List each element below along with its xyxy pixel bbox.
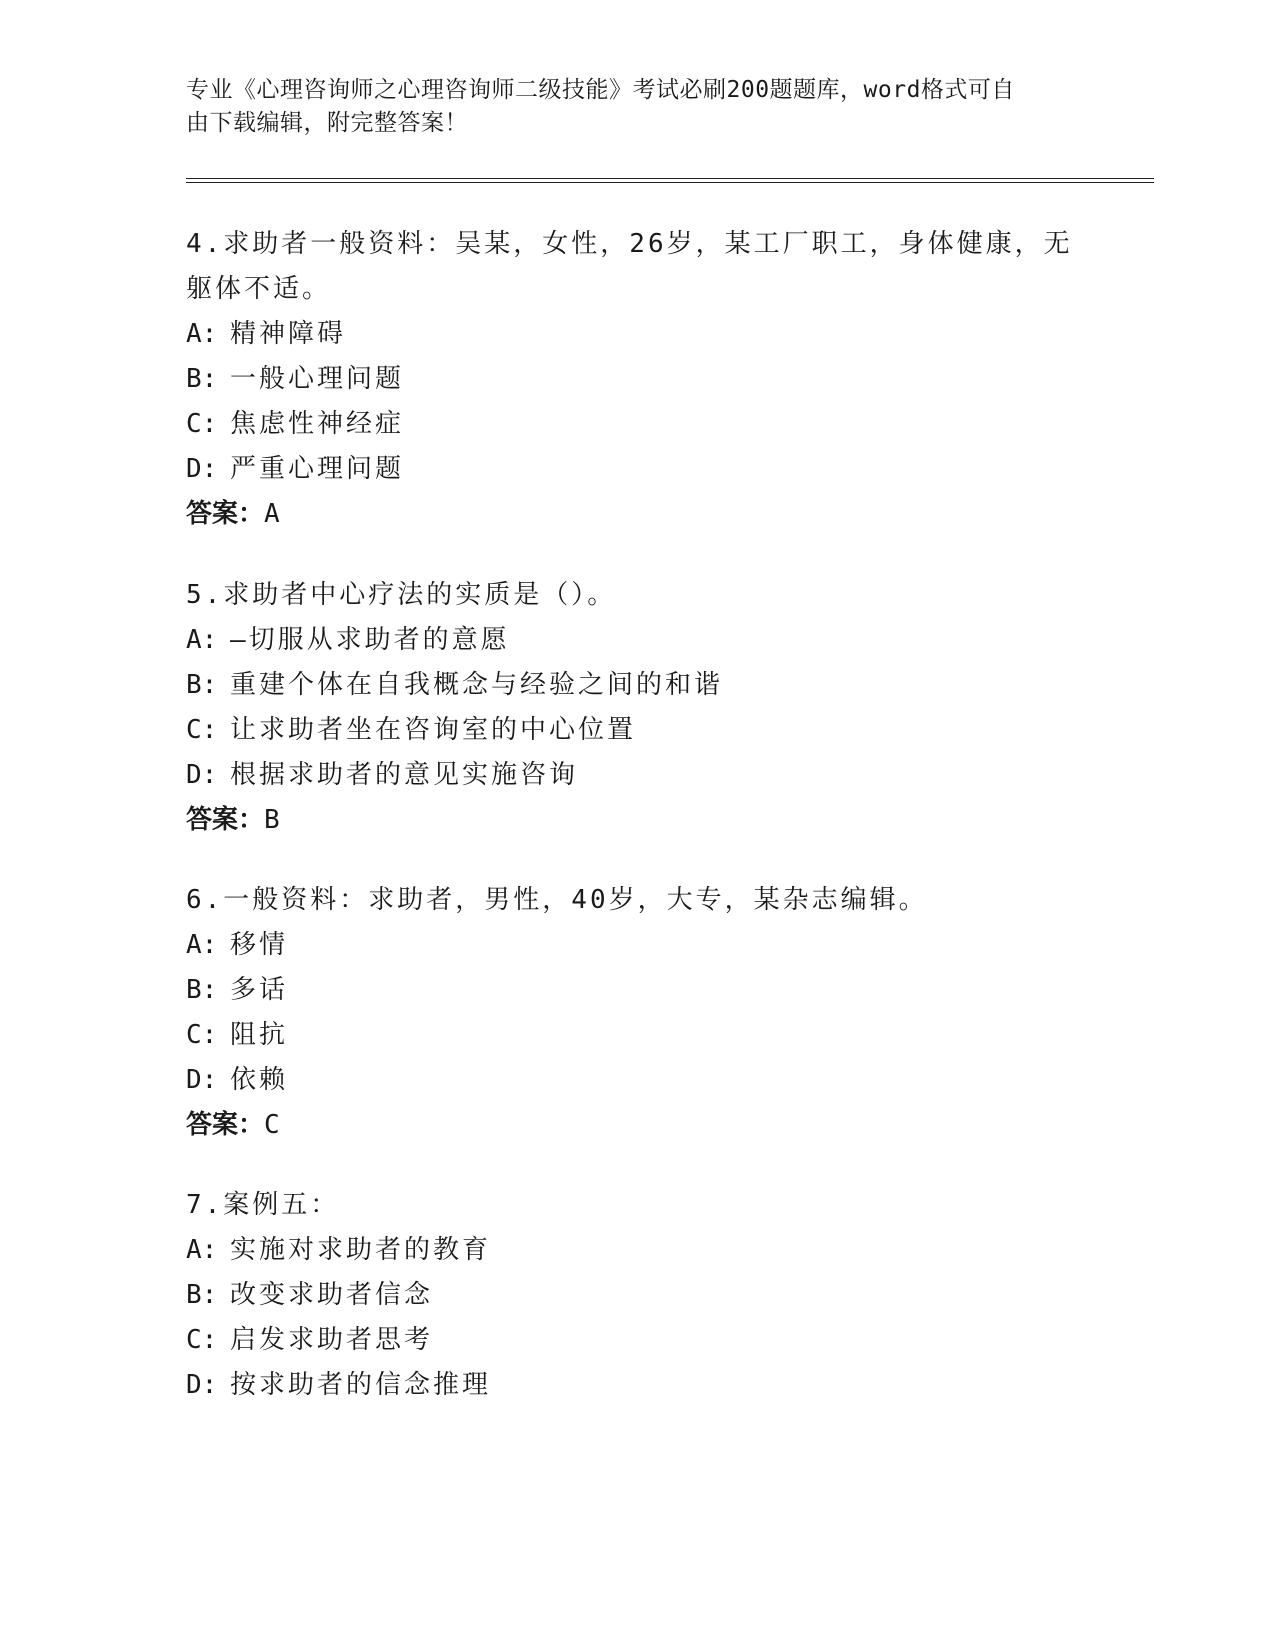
answer-value: B: [264, 805, 280, 835]
answer-value: A: [264, 499, 280, 529]
question-4: [186, 222, 1086, 537]
answer-line: [186, 798, 1086, 843]
option-letter: C:: [186, 1325, 218, 1355]
option-text: 移情: [230, 930, 289, 960]
option-text: 阻抗: [230, 1020, 289, 1050]
option-letter: A:: [186, 625, 218, 655]
option-letter: D:: [186, 454, 218, 484]
option-d: [186, 753, 1086, 798]
header-line-2: 由下载编辑，附完整答案！: [186, 110, 468, 136]
answer-value: C: [264, 1110, 280, 1140]
option-letter: A:: [186, 1235, 218, 1265]
option-c: [186, 1013, 1086, 1058]
option-text: 按求助者的信念推理: [230, 1370, 492, 1400]
option-letter: C:: [186, 715, 218, 745]
option-a: [186, 618, 1086, 663]
option-b: [186, 1273, 1086, 1318]
option-text: 焦虑性神经症: [230, 409, 405, 439]
option-text: 实施对求助者的教育: [230, 1235, 492, 1265]
question-stem-line-1: 7.案例五：: [186, 1190, 340, 1220]
answer-line: [186, 492, 1086, 537]
document-page: [186, 0, 1154, 1650]
option-b: [186, 968, 1086, 1013]
option-b: [186, 357, 1086, 402]
option-text: 改变求助者信念: [230, 1280, 434, 1310]
option-letter: C:: [186, 409, 218, 439]
option-letter: D:: [186, 760, 218, 790]
option-text: 一般心理问题: [230, 364, 405, 394]
question-stem-line-2: 躯体不适。: [186, 274, 332, 304]
answer-label: 答案：: [186, 499, 265, 529]
question-5: [186, 573, 1086, 843]
option-text: 精神障碍: [230, 319, 347, 349]
question-stem-line-1: 4.求助者一般资料：吴某，女性，26岁，某工厂职工，身体健康，无: [186, 229, 1073, 259]
option-d: [186, 1058, 1086, 1103]
answer-line: [186, 1103, 1086, 1148]
option-text: 根据求助者的意见实施咨询: [230, 760, 579, 790]
question-stem-line-1: 6.一般资料：求助者，男性，40岁，大专，某杂志编辑。: [186, 885, 928, 915]
option-letter: B:: [186, 1280, 218, 1310]
option-a: [186, 1228, 1086, 1273]
option-letter: A:: [186, 930, 218, 960]
option-letter: C:: [186, 1020, 218, 1050]
option-a: [186, 923, 1086, 968]
option-text: 依赖: [230, 1065, 289, 1095]
option-letter: A:: [186, 319, 218, 349]
question-7: [186, 1183, 1086, 1408]
document-header: [186, 74, 1086, 140]
question-6: [186, 878, 1086, 1148]
option-d: [186, 1363, 1086, 1408]
header-double-rule: [186, 178, 1154, 183]
option-letter: B:: [186, 364, 218, 394]
option-text: 严重心理问题: [230, 454, 405, 484]
option-text: —切服从求助者的意愿: [230, 625, 510, 655]
question-stem-line-1: 5.求助者中心疗法的实质是（）。: [186, 580, 617, 610]
option-text: 多话: [230, 975, 289, 1005]
option-letter: B:: [186, 975, 218, 1005]
option-c: [186, 402, 1086, 447]
answer-label: 答案：: [186, 1110, 265, 1140]
answer-label: 答案：: [186, 805, 265, 835]
option-letter: D:: [186, 1065, 218, 1095]
option-letter: B:: [186, 670, 218, 700]
option-b: [186, 663, 1086, 708]
option-letter: D:: [186, 1370, 218, 1400]
option-text: 让求助者坐在咨询室的中心位置: [230, 715, 637, 745]
option-c: [186, 1318, 1086, 1363]
option-text: 重建个体在自我概念与经验之间的和谐: [230, 670, 724, 700]
option-a: [186, 312, 1086, 357]
option-d: [186, 447, 1086, 492]
header-line-1: 专业《心理咨询师之心理咨询师二级技能》考试必刷200题题库，word格式可自: [186, 77, 1015, 103]
option-c: [186, 708, 1086, 753]
option-text: 启发求助者思考: [230, 1325, 434, 1355]
